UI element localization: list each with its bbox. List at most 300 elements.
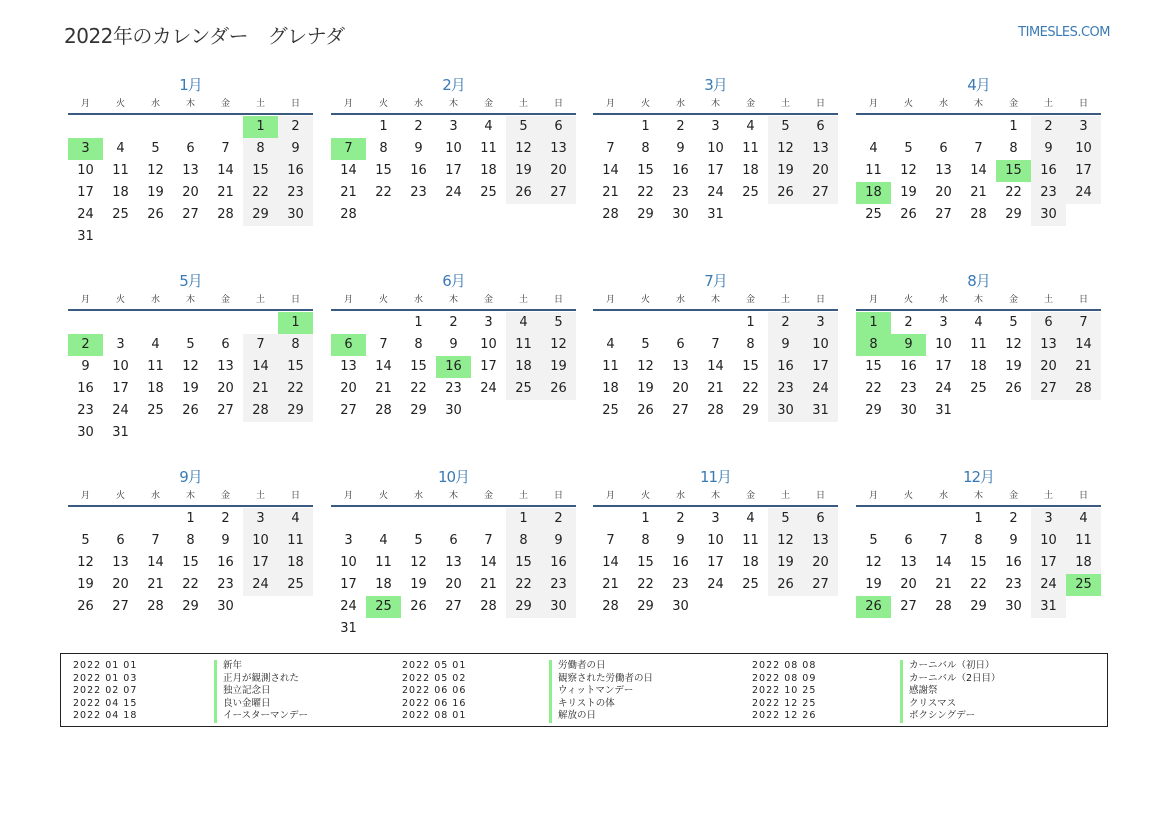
day-cell: 7	[243, 334, 278, 356]
weekday-label: 月	[343, 295, 353, 305]
day-cell: 27	[900, 599, 917, 614]
weekday-label: 土	[255, 99, 265, 109]
day-cell: 16	[1005, 555, 1022, 570]
day-cell: 15	[742, 359, 759, 374]
day-cell: 30	[1005, 599, 1022, 614]
day-cell: 9	[414, 141, 423, 156]
month-calendar	[331, 466, 576, 640]
day-cell: 26	[541, 378, 576, 400]
day-cell: 8	[1009, 141, 1018, 156]
day-cell: 29	[506, 596, 541, 618]
day-cell: 26	[637, 403, 654, 418]
weekday-label: 火	[115, 99, 125, 109]
day-cell: 30	[217, 599, 234, 614]
weekday-label: 月	[343, 99, 353, 109]
day-cell: 6	[1031, 312, 1066, 334]
month-calendar	[331, 74, 576, 226]
day-cell: 28	[480, 599, 497, 614]
day-cell: 16	[278, 160, 313, 182]
day-empty	[68, 508, 103, 530]
holiday-date: 2022 04 18	[73, 710, 138, 721]
weekday-label: 土	[255, 295, 265, 305]
day-cell: 2	[676, 511, 685, 526]
day-cell: 15	[970, 555, 987, 570]
day-cell: 30	[541, 596, 576, 618]
day-cell: 3	[803, 312, 838, 334]
day-cell: 18	[1066, 552, 1101, 574]
day-cell: 10	[445, 141, 462, 156]
day-cell: 18	[742, 163, 759, 178]
day-empty	[331, 508, 366, 530]
day-cell: 9	[1031, 138, 1066, 160]
day-cell-holiday: 7	[331, 138, 366, 160]
day-cell: 24	[340, 599, 357, 614]
day-cell: 22	[278, 378, 313, 400]
day-cell: 7	[939, 533, 948, 548]
day-cell: 5	[81, 533, 90, 548]
day-cell: 15	[506, 552, 541, 574]
month-name: 12月	[962, 468, 995, 486]
day-cell: 11	[1066, 530, 1101, 552]
day-cell: 19	[768, 160, 803, 182]
day-cell-holiday: 1	[243, 116, 278, 138]
day-cell: 16	[77, 381, 94, 396]
day-cell: 7	[1066, 312, 1101, 334]
day-cell: 15	[278, 356, 313, 378]
day-cell: 4	[746, 511, 755, 526]
day-empty	[331, 312, 366, 334]
holiday-name: キリストの体	[549, 698, 615, 711]
month-name: 8月	[967, 272, 990, 290]
day-cell: 3	[939, 315, 948, 330]
day-cell: 10	[1031, 530, 1066, 552]
day-cell: 11	[375, 555, 392, 570]
month-calendar	[856, 270, 1101, 422]
day-cell: 4	[746, 119, 755, 134]
day-cell: 5	[641, 337, 650, 352]
day-cell: 28	[340, 207, 357, 222]
day-cell: 7	[606, 141, 615, 156]
day-cell: 18	[602, 381, 619, 396]
day-cell: 4	[379, 533, 388, 548]
day-cell: 24	[480, 381, 497, 396]
day-cell: 6	[541, 116, 576, 138]
weekday-label: 水	[675, 295, 685, 305]
day-empty	[593, 312, 628, 334]
day-cell: 5	[541, 312, 576, 334]
day-cell: 10	[77, 163, 94, 178]
weekday-label: 日	[815, 99, 825, 109]
day-cell: 2	[449, 315, 458, 330]
weekday-label: 水	[675, 491, 685, 501]
day-cell: 18	[480, 163, 497, 178]
day-cell: 27	[445, 599, 462, 614]
month-name: 10月	[437, 468, 470, 486]
month-name: 9月	[179, 468, 202, 486]
day-cell: 21	[243, 378, 278, 400]
weekday-label: 土	[780, 99, 790, 109]
day-cell: 22	[410, 381, 427, 396]
weekday-label: 日	[815, 491, 825, 501]
holiday-date: 2022 08 08	[752, 660, 817, 671]
day-empty	[208, 116, 243, 138]
weekday-label: 金	[1008, 295, 1018, 305]
day-cell: 14	[243, 356, 278, 378]
holiday-date: 2022 02 07	[73, 685, 138, 696]
weekday-header	[593, 96, 838, 115]
holiday-date: 2022 06 06	[402, 685, 467, 696]
day-cell: 12	[865, 555, 882, 570]
weekday-label: 火	[640, 491, 650, 501]
day-cell: 23	[278, 182, 313, 204]
day-cell: 25	[970, 381, 987, 396]
month-calendar	[593, 466, 838, 618]
day-cell: 19	[410, 577, 427, 592]
weekday-label: 水	[150, 491, 160, 501]
day-cell: 28	[935, 599, 952, 614]
day-cell: 27	[803, 574, 838, 596]
day-cell: 23	[541, 574, 576, 596]
day-cell: 21	[1066, 356, 1101, 378]
day-cell: 27	[217, 403, 234, 418]
day-cell: 28	[602, 207, 619, 222]
day-empty	[891, 116, 926, 138]
holiday-name: 感謝祭	[900, 685, 938, 698]
weekday-label: 金	[483, 99, 493, 109]
weekday-label: 日	[553, 99, 563, 109]
holiday-name: 正月が観測された	[214, 673, 299, 686]
day-cell: 7	[606, 533, 615, 548]
day-cell: 28	[970, 207, 987, 222]
day-cell: 27	[1031, 378, 1066, 400]
weekday-label: 日	[290, 99, 300, 109]
weekday-label: 土	[518, 99, 528, 109]
day-cell: 5	[768, 508, 803, 530]
day-cell: 28	[602, 599, 619, 614]
day-cell: 18	[147, 381, 164, 396]
day-cell: 4	[506, 312, 541, 334]
day-cell: 25	[480, 185, 497, 200]
weekday-label: 月	[868, 295, 878, 305]
day-cell: 30	[900, 403, 917, 418]
day-grid	[68, 312, 313, 444]
day-cell: 16	[768, 356, 803, 378]
day-empty	[663, 312, 698, 334]
day-cell: 27	[182, 207, 199, 222]
day-cell-holiday: 2	[68, 334, 103, 356]
day-cell: 29	[243, 204, 278, 226]
day-cell: 31	[340, 621, 357, 636]
weekday-label: 火	[115, 491, 125, 501]
day-cell: 31	[935, 403, 952, 418]
day-cell: 10	[480, 337, 497, 352]
day-cell: 3	[484, 315, 493, 330]
day-empty	[926, 116, 961, 138]
day-cell: 28	[1066, 378, 1101, 400]
weekday-label: 火	[640, 295, 650, 305]
weekday-header	[68, 96, 313, 115]
day-cell: 15	[865, 359, 882, 374]
weekday-header	[593, 488, 838, 507]
day-cell: 8	[641, 141, 650, 156]
day-cell: 18	[375, 577, 392, 592]
day-cell: 23	[445, 381, 462, 396]
day-cell: 29	[865, 403, 882, 418]
day-cell: 10	[707, 533, 724, 548]
weekday-label: 火	[903, 99, 913, 109]
month-calendar	[856, 466, 1101, 618]
day-cell: 2	[278, 116, 313, 138]
day-cell: 21	[375, 381, 392, 396]
day-cell: 12	[147, 163, 164, 178]
weekday-header	[856, 96, 1101, 115]
day-cell: 8	[974, 533, 983, 548]
day-cell-holiday: 25	[366, 596, 401, 618]
holiday-date: 2022 05 01	[402, 660, 467, 671]
day-grid	[331, 312, 576, 422]
day-cell: 14	[217, 163, 234, 178]
weekday-label: 火	[378, 99, 388, 109]
holiday-date: 2022 04 15	[73, 697, 138, 709]
day-cell: 13	[900, 555, 917, 570]
day-cell: 6	[803, 116, 838, 138]
day-grid	[331, 508, 576, 640]
day-cell: 4	[606, 337, 615, 352]
day-cell: 19	[506, 160, 541, 182]
day-cell: 17	[480, 359, 497, 374]
day-cell: 20	[445, 577, 462, 592]
day-cell: 7	[711, 337, 720, 352]
day-cell: 13	[112, 555, 129, 570]
day-cell-holiday: 1	[278, 312, 313, 334]
day-cell: 22	[742, 381, 759, 396]
day-cell: 15	[243, 160, 278, 182]
holiday-name: カーニバル（初日）	[900, 660, 995, 673]
day-cell: 11	[602, 359, 619, 374]
day-cell: 17	[112, 381, 129, 396]
weekday-label: 日	[290, 295, 300, 305]
weekday-header	[856, 488, 1101, 507]
month-calendar	[331, 270, 576, 422]
day-cell: 25	[278, 574, 313, 596]
day-cell: 11	[147, 359, 164, 374]
day-cell: 20	[672, 381, 689, 396]
day-cell: 23	[900, 381, 917, 396]
weekday-label: 月	[80, 99, 90, 109]
weekday-label: 月	[868, 99, 878, 109]
day-cell: 29	[637, 599, 654, 614]
holiday-name: ウィットマンデー	[549, 685, 633, 698]
weekday-label: 木	[185, 491, 195, 501]
day-empty	[68, 116, 103, 138]
day-empty	[138, 508, 173, 530]
day-cell: 15	[637, 555, 654, 570]
day-cell: 9	[449, 337, 458, 352]
day-empty	[103, 508, 138, 530]
holiday-date: 2022 01 03	[73, 672, 138, 684]
day-cell: 23	[1005, 577, 1022, 592]
day-cell: 10	[707, 141, 724, 156]
day-cell: 20	[217, 381, 234, 396]
month-name: 5月	[179, 272, 202, 290]
day-cell: 17	[77, 185, 94, 200]
day-empty	[856, 508, 891, 530]
day-cell: 28	[375, 403, 392, 418]
day-empty	[138, 312, 173, 334]
day-grid	[856, 312, 1101, 422]
day-cell: 19	[1005, 359, 1022, 374]
day-grid	[593, 116, 838, 226]
holiday-name: イースターマンデー	[214, 710, 308, 723]
day-cell: 4	[974, 315, 983, 330]
day-cell: 18	[278, 552, 313, 574]
day-cell: 23	[672, 577, 689, 592]
day-cell: 23	[217, 577, 234, 592]
day-cell: 24	[112, 403, 129, 418]
day-cell: 1	[506, 508, 541, 530]
month-calendar	[593, 270, 838, 422]
day-cell-holiday: 16	[436, 356, 471, 378]
day-cell: 17	[340, 577, 357, 592]
day-empty	[103, 312, 138, 334]
weekday-label: 火	[640, 99, 650, 109]
day-cell: 30	[768, 400, 803, 422]
day-cell: 9	[81, 359, 90, 374]
day-cell: 21	[340, 185, 357, 200]
weekday-header	[331, 96, 576, 115]
day-cell-holiday: 15	[996, 160, 1031, 182]
day-cell: 30	[1031, 204, 1066, 226]
day-cell: 22	[182, 577, 199, 592]
day-cell: 24	[243, 574, 278, 596]
day-empty	[593, 508, 628, 530]
day-cell: 12	[900, 163, 917, 178]
day-cell: 8	[746, 337, 755, 352]
day-cell: 18	[742, 555, 759, 570]
weekday-label: 木	[448, 295, 458, 305]
weekday-label: 土	[255, 491, 265, 501]
day-empty	[173, 116, 208, 138]
day-cell: 8	[278, 334, 313, 356]
day-cell: 29	[970, 599, 987, 614]
weekday-label: 木	[973, 491, 983, 501]
day-cell: 3	[344, 533, 353, 548]
day-cell: 14	[1066, 334, 1101, 356]
site-link[interactable]: TIMESLES.COM	[1018, 25, 1110, 40]
day-empty	[103, 116, 138, 138]
day-cell: 6	[186, 141, 195, 156]
month-name: 7月	[704, 272, 727, 290]
day-cell: 1	[641, 119, 650, 134]
day-cell: 16	[217, 555, 234, 570]
day-cell: 23	[77, 403, 94, 418]
holiday-date: 2022 12 25	[752, 697, 817, 709]
holiday-list	[60, 653, 1108, 727]
day-cell: 14	[602, 555, 619, 570]
day-cell: 5	[506, 116, 541, 138]
day-cell: 21	[602, 185, 619, 200]
day-cell: 3	[1031, 508, 1066, 530]
day-cell: 2	[768, 312, 803, 334]
day-cell: 27	[672, 403, 689, 418]
day-cell: 31	[112, 425, 129, 440]
day-cell: 20	[1031, 356, 1066, 378]
day-cell: 5	[414, 533, 423, 548]
day-grid	[331, 116, 576, 226]
weekday-label: 土	[518, 491, 528, 501]
weekday-label: 月	[343, 491, 353, 501]
day-cell: 29	[182, 599, 199, 614]
weekday-label: 月	[605, 491, 615, 501]
weekday-label: 月	[80, 295, 90, 305]
day-cell: 10	[935, 337, 952, 352]
month-calendar	[856, 74, 1101, 226]
day-cell: 17	[707, 555, 724, 570]
day-cell: 29	[410, 403, 427, 418]
weekday-header	[331, 292, 576, 311]
day-cell: 8	[243, 138, 278, 160]
day-cell: 27	[541, 182, 576, 204]
day-grid	[68, 508, 313, 618]
weekday-label: 金	[1008, 491, 1018, 501]
day-cell: 10	[803, 334, 838, 356]
day-cell: 7	[974, 141, 983, 156]
day-cell: 8	[506, 530, 541, 552]
day-cell: 26	[900, 207, 917, 222]
weekday-label: 土	[1043, 99, 1053, 109]
day-cell: 1	[641, 511, 650, 526]
day-cell: 17	[243, 552, 278, 574]
day-cell: 14	[935, 555, 952, 570]
day-cell: 5	[904, 141, 913, 156]
holiday-name: 解放の日	[549, 710, 596, 723]
day-cell: 6	[939, 141, 948, 156]
weekday-label: 金	[745, 99, 755, 109]
holiday-name: 独立記念日	[214, 685, 271, 698]
day-grid	[593, 312, 838, 422]
holiday-name: クリスマス	[900, 698, 956, 711]
day-cell: 22	[243, 182, 278, 204]
day-cell: 20	[541, 160, 576, 182]
weekday-label: 水	[150, 295, 160, 305]
day-cell: 25	[865, 207, 882, 222]
day-cell: 21	[707, 381, 724, 396]
day-cell-holiday: 3	[68, 138, 103, 160]
day-cell: 7	[379, 337, 388, 352]
day-cell-holiday: 9	[891, 334, 926, 356]
holiday-name: 観察された労働者の日	[549, 673, 653, 686]
day-cell: 23	[1031, 182, 1066, 204]
day-cell: 7	[221, 141, 230, 156]
day-grid	[593, 508, 838, 618]
holiday-name: ボクシングデー	[900, 710, 975, 723]
day-cell: 19	[182, 381, 199, 396]
weekday-label: 水	[150, 99, 160, 109]
day-cell: 13	[340, 359, 357, 374]
holiday-date: 2022 01 01	[73, 660, 138, 671]
weekday-label: 水	[675, 99, 685, 109]
day-cell: 14	[707, 359, 724, 374]
weekday-header	[68, 488, 313, 507]
day-cell: 4	[116, 141, 125, 156]
day-cell: 23	[672, 185, 689, 200]
weekday-label: 日	[1078, 99, 1088, 109]
day-cell: 28	[217, 207, 234, 222]
weekday-label: 木	[973, 99, 983, 109]
holiday-date: 2022 05 02	[402, 672, 467, 684]
weekday-label: 月	[605, 295, 615, 305]
month-calendar	[68, 74, 313, 248]
